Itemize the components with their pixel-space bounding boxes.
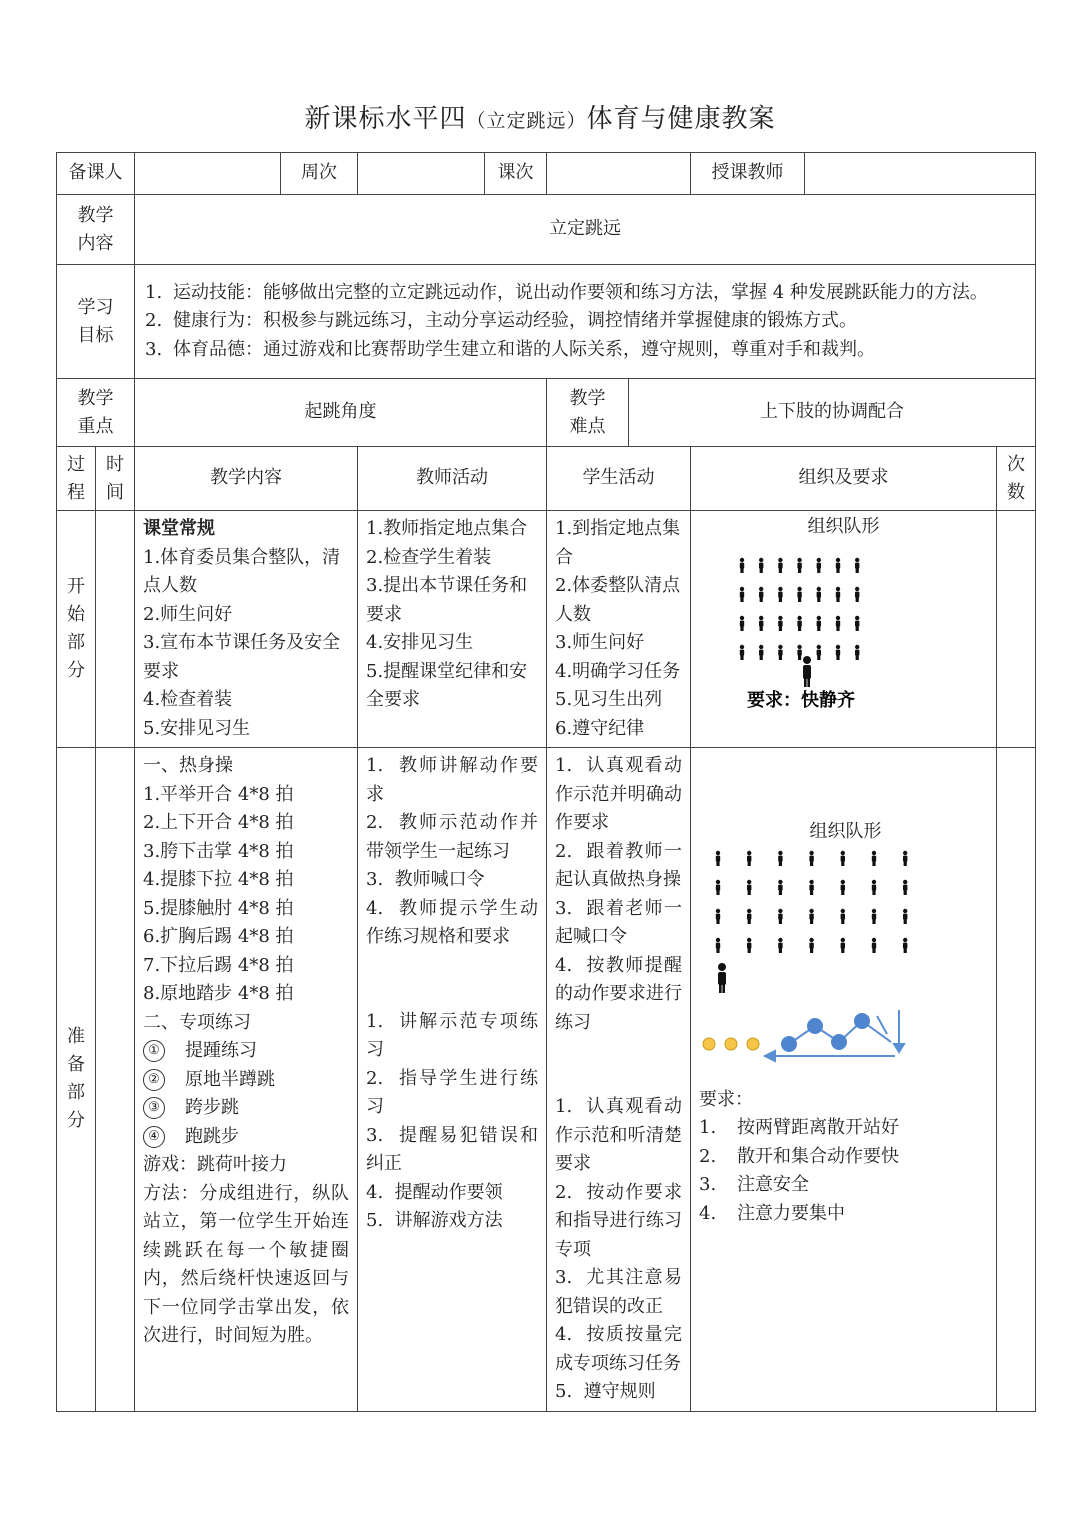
student-figure — [817, 615, 821, 630]
preparer-value — [135, 153, 281, 195]
req-heading: 要求： — [699, 1088, 753, 1110]
list-item: 8.原地踏步 4*8 拍 — [143, 983, 294, 1004]
student-figure — [797, 615, 801, 630]
preparer-label: 备课人 — [57, 153, 135, 195]
goals-label: 学习 目标 — [57, 265, 135, 379]
opening-teacher — [358, 511, 547, 748]
game-line: 游戏：跳荷叶接力 — [143, 1154, 287, 1175]
student-figure — [903, 937, 907, 952]
student-figure — [841, 879, 845, 894]
goal-item: 2. 健康行为：积极参与跳远练习，主动分享运动经验，调控情绪并掌握健康的锻炼方式。 — [145, 310, 857, 332]
list-item: 3.提出本节课任务和要求 — [366, 575, 528, 625]
student-figure — [809, 879, 813, 894]
list-item: 4. 按教师提醒的动作要求进行练习 — [555, 954, 682, 1033]
goal-item: 1. 运动技能：能够做出完整的立定跳远动作，说出动作要领和练习方法，掌握 4 种发展跳跃能力的方法。 — [145, 281, 988, 303]
student-figure — [903, 879, 907, 894]
col-count: 次 数 — [997, 447, 1036, 511]
student-figure — [716, 908, 720, 923]
list-item: 7.下拉后踢 4*8 拍 — [143, 954, 294, 976]
list-item: 3. 尤其注意易犯错误的改正 — [555, 1267, 682, 1317]
student-figure — [747, 879, 751, 894]
list-item: 2. 指导学生进行练习 — [366, 1067, 539, 1117]
lesson-plan-table — [56, 152, 1036, 1412]
student-figure — [841, 908, 845, 923]
prep-content — [135, 748, 358, 1412]
list-item: 1. 认真观看动作示范和听清楚要求 — [555, 1096, 682, 1174]
list-item: 1.教师指定地点集合 — [366, 518, 528, 539]
list-item: 6.扩胸后踢 4*8 拍 — [143, 926, 294, 947]
list-item: 4. 提醒动作要领 — [366, 1181, 503, 1203]
student-figure — [747, 937, 751, 952]
list-item: 3.宣布本节课任务及安全要求 — [143, 632, 341, 682]
opening-content — [135, 511, 358, 748]
list-item: ① 提踵练习 — [143, 1037, 349, 1066]
student-figure — [817, 644, 821, 659]
list-item: 5.提膝触肘 4*8 拍 — [143, 897, 294, 919]
student-figure — [759, 615, 763, 630]
list-item: 3.师生问好 — [555, 632, 645, 653]
lesson-value — [547, 153, 691, 195]
list-item: 1.到指定地点集合 — [555, 518, 681, 568]
student-figure — [740, 644, 744, 659]
student-figure — [855, 615, 859, 630]
list-item: 2. 散开和集合动作要快 — [699, 1145, 899, 1167]
student-figure — [747, 850, 751, 865]
student-figure — [740, 557, 744, 572]
student-figure — [797, 644, 801, 659]
list-item: 2.体委整队清点人数 — [555, 575, 681, 625]
list-item: ③ 跨步跳 — [143, 1094, 349, 1123]
student-figure — [872, 937, 876, 952]
difficulty-value: 上下肢的协调配合 — [629, 379, 1036, 447]
student-figure — [903, 908, 907, 923]
formation-diagram-prep — [699, 847, 911, 1007]
week-label: 周次 — [281, 153, 358, 195]
special-heading: 二、专项练习 — [143, 1011, 251, 1033]
list-item: 4. 按质按量完成专项练习任务 — [555, 1324, 682, 1374]
col-content: 教学内容 — [135, 447, 358, 511]
student-figure — [872, 879, 876, 894]
list-item: 4.检查着装 — [143, 689, 233, 710]
list-item: 1. 按两臂距离散开站好 — [699, 1117, 899, 1138]
teacher-figure — [803, 656, 811, 687]
prep-count — [997, 748, 1036, 1412]
list-item: 5.见习生出列 — [555, 689, 663, 710]
game-method: 方法：分成组进行，纵队站立，第一位学生开始连续跳跃在每一个敏捷圈内，然后绕杆快速返回与下一位同学击掌出发，依次进行，时间短为胜。 — [143, 1182, 349, 1346]
goal-item: 3. 体育品德：通过游戏和比赛帮助学生建立和谐的人际关系，遵守规则，尊重对手和裁判。 — [145, 338, 875, 360]
formation-diagram-opening — [691, 542, 915, 710]
student-figure — [872, 908, 876, 923]
student-figure — [778, 879, 782, 894]
list-item: 2. 跟着教师一起认真做热身操 — [555, 840, 682, 890]
prep-student — [547, 748, 691, 1412]
list-item: ② 原地半蹲跳 — [143, 1066, 349, 1095]
student-figure — [903, 850, 907, 865]
student-figure — [841, 937, 845, 952]
game-diagram — [699, 1008, 911, 1074]
student-figure — [778, 850, 782, 865]
teacher-figure — [718, 963, 726, 993]
col-student: 学生活动 — [547, 447, 691, 511]
list-item: 3. 注意安全 — [699, 1174, 809, 1195]
list-item: 1.体育委员集合整队，清点人数 — [143, 546, 341, 596]
student-figure — [836, 557, 840, 572]
formation-title: 组织队形 — [807, 516, 880, 537]
prep-org — [691, 748, 997, 1412]
list-item: 4.提膝下拉 4*8 拍 — [143, 869, 294, 890]
col-process: 过 程 — [57, 447, 96, 511]
opening-time — [96, 511, 135, 748]
student-figure — [778, 908, 782, 923]
student-figure — [855, 644, 859, 659]
opening-org — [691, 511, 997, 748]
list-item: 2.师生问好 — [143, 603, 233, 625]
list-item: 5. 遵守规则 — [555, 1381, 656, 1402]
student-figure — [855, 557, 859, 572]
student-figure — [716, 879, 720, 894]
list-item: 1. 认真观看动作示范并明确动作要求 — [555, 755, 682, 833]
prep-label: 准 备 部 分 — [57, 748, 96, 1412]
list-item: 1.平举开合 4*8 拍 — [143, 783, 294, 805]
student-figure — [836, 644, 840, 659]
prep-req — [699, 1086, 992, 1229]
student-figure — [716, 937, 720, 952]
list-item: 3.胯下击掌 4*8 拍 — [143, 840, 294, 862]
hoop-path — [781, 1013, 891, 1052]
goals-list — [135, 265, 1036, 379]
student-figure — [759, 557, 763, 572]
student-faces — [703, 1038, 759, 1050]
list-item: ④ 跑跳步 — [143, 1123, 349, 1152]
list-item: 3. 提醒易犯错误和纠正 — [366, 1124, 539, 1174]
student-figure — [797, 586, 801, 601]
student-figure — [778, 937, 782, 952]
student-figure — [778, 615, 782, 630]
opening-requirement: 要求：快静齐 — [747, 689, 855, 710]
student-figure — [855, 586, 859, 601]
student-figure — [759, 586, 763, 601]
student-figure — [716, 850, 720, 865]
list-item: 2.上下开合 4*8 拍 — [143, 812, 294, 833]
student-figure — [747, 908, 751, 923]
student-figure — [740, 586, 744, 601]
list-item: 5.提醒课堂纪律和安全要求 — [366, 660, 528, 710]
list-item: 4.安排见习生 — [366, 632, 474, 653]
student-figure — [817, 586, 821, 601]
student-figure — [872, 850, 876, 865]
list-item: 6.遵守纪律 — [555, 717, 645, 739]
student-figure — [778, 644, 782, 659]
student-figure — [809, 850, 813, 865]
list-item: 5. 讲解游戏方法 — [366, 1210, 503, 1231]
student-figure — [836, 586, 840, 601]
list-item: 1. 教师讲解动作要求 — [366, 755, 539, 805]
student-figure — [809, 908, 813, 923]
teacher-value — [805, 153, 1036, 195]
key-point-label: 教学 重点 — [57, 379, 135, 447]
list-item: 2. 教师示范动作并带领学生一起练习 — [366, 812, 539, 862]
opening-student — [547, 511, 691, 748]
list-item: 2. 按动作要求和指导进行练习专项 — [555, 1181, 682, 1260]
student-figure — [797, 557, 801, 572]
student-figure — [817, 557, 821, 572]
student-figure — [778, 557, 782, 572]
content-value: 立定跳远 — [135, 195, 1036, 265]
col-time: 时 间 — [96, 447, 135, 511]
opening-heading: 课堂常规 — [143, 518, 215, 539]
student-figure — [759, 644, 763, 659]
list-item: 4. 注意力要集中 — [699, 1202, 845, 1224]
opening-count — [997, 511, 1036, 748]
list-item: 1. 讲解示范专项练习 — [366, 1010, 539, 1060]
teacher-label: 授课教师 — [691, 153, 805, 195]
list-item: 5.安排见习生 — [143, 717, 251, 739]
list-item: 3. 跟着老师一起喊口令 — [555, 897, 682, 947]
page-title: 新课标水平四（立定跳远）体育与健康教案 — [304, 104, 776, 134]
student-figure — [836, 615, 840, 630]
student-figure — [778, 586, 782, 601]
prep-teacher — [358, 748, 547, 1412]
difficulty-label: 教学 难点 — [547, 379, 629, 447]
list-item: 2.检查学生着装 — [366, 546, 492, 568]
student-figure — [841, 850, 845, 865]
lesson-label: 课次 — [485, 153, 547, 195]
col-org: 组织及要求 — [691, 447, 997, 511]
warmup-heading: 一、热身操 — [143, 755, 233, 776]
list-item: 3. 教师喊口令 — [366, 869, 485, 890]
formation-title: 组织队形 — [809, 821, 882, 842]
col-teacher: 教师活动 — [358, 447, 547, 511]
prep-time — [96, 748, 135, 1412]
content-label: 教学 内容 — [57, 195, 135, 265]
opening-label: 开 始 部 分 — [57, 511, 96, 748]
student-figure — [740, 615, 744, 630]
list-item: 4.明确学习任务 — [555, 660, 681, 682]
key-point-value: 起跳角度 — [135, 379, 547, 447]
list-item: 4. 教师提示学生动作练习规格和要求 — [366, 897, 539, 947]
student-figure — [809, 937, 813, 952]
week-value — [358, 153, 485, 195]
